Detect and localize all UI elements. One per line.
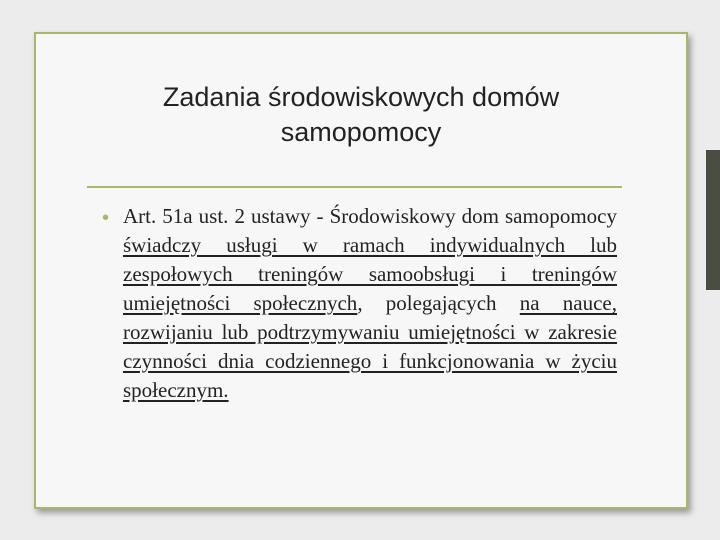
body-paragraph xyxy=(123,202,617,405)
body-underlined-1: świadczy usługi w ramach indywidualnych lub zespołowych treningów samoobsługi i treningów umiejętności społecznych xyxy=(123,233,617,315)
title-divider xyxy=(87,186,622,188)
title-line-2: samopomocy xyxy=(280,117,442,147)
slide-title xyxy=(36,80,686,150)
bullet-icon: • xyxy=(102,207,110,229)
body-intro: Art. 51a ust. 2 ustawy - Środowiskowy dom samopomocy xyxy=(123,204,617,228)
title-line-1: Zadania środowiskowych domów xyxy=(162,82,560,112)
body-mid: , polegających xyxy=(357,291,520,315)
slide-frame xyxy=(34,32,688,509)
body-underlined-2: na nauce, rozwijaniu lub podtrzymywaniu umiejętności w zakresie czynności dnia codziennego i funkcjonowania w życiu społecznym. xyxy=(123,291,617,402)
side-edge-shadow xyxy=(706,150,720,290)
